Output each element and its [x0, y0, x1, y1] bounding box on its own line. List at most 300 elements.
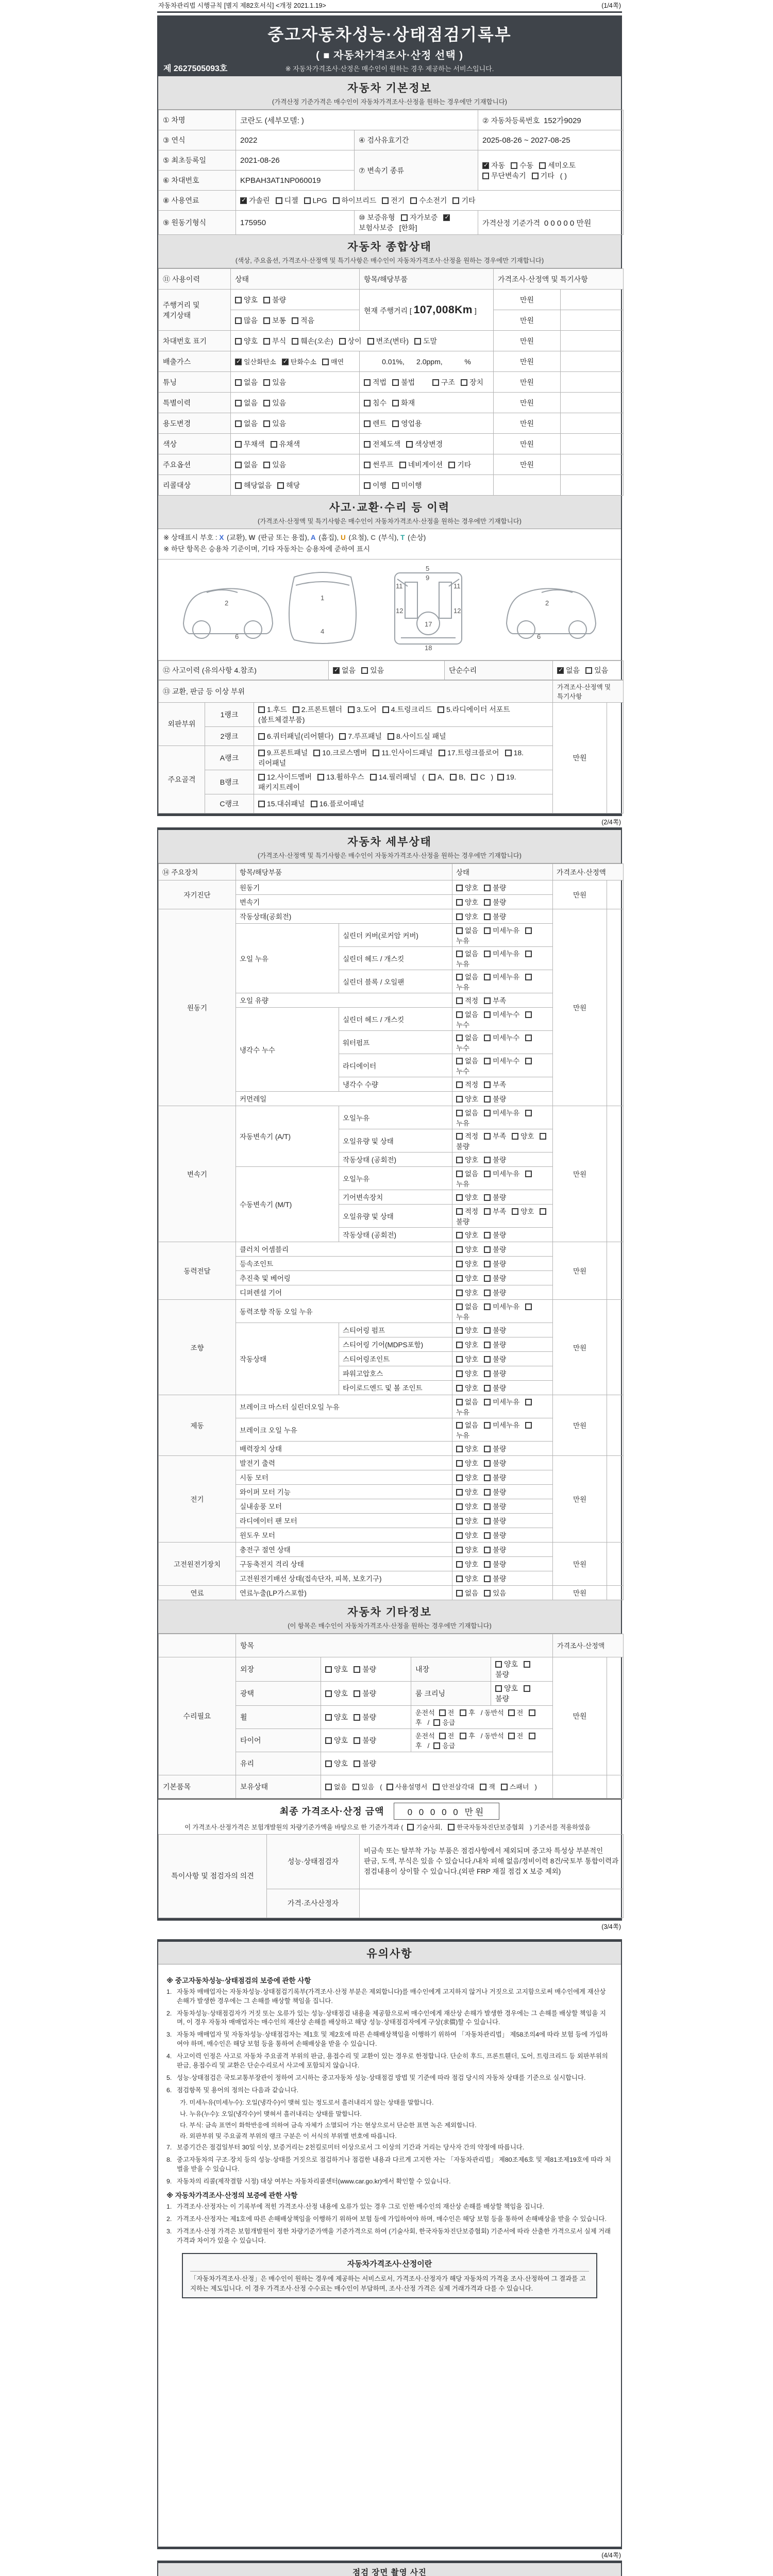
checkbox-icon[interactable] — [484, 1327, 491, 1334]
option-label: 누수 — [456, 1067, 470, 1075]
final-price-bar — [158, 1799, 621, 1834]
checkbox-icon[interactable] — [367, 338, 374, 345]
checkbox-icon[interactable] — [456, 1327, 463, 1334]
checkbox-icon[interactable] — [410, 197, 417, 204]
checkbox-icon[interactable] — [456, 1399, 463, 1405]
checkbox-icon[interactable] — [339, 338, 346, 345]
option-label: 없음 — [465, 1057, 479, 1065]
checkbox-icon[interactable] — [456, 1035, 463, 1041]
checkbox-icon[interactable] — [484, 1342, 491, 1348]
notice-item-text: 자동차의 리콜(제작결함 시정) 대상 여부는 자동차리콜센터(www.car.go.kr)에서 확인할 수 있습니다. — [177, 2178, 451, 2185]
checkbox-icon[interactable] — [354, 1714, 360, 1721]
checkbox-icon[interactable] — [386, 1784, 393, 1790]
state-options — [452, 1484, 553, 1499]
notice-item — [166, 2009, 613, 2028]
checkbox-icon[interactable] — [401, 214, 408, 221]
checkbox-icon[interactable] — [484, 1246, 491, 1253]
checkbox-icon[interactable] — [392, 482, 399, 489]
column-header: ⑭ 주요장치 — [159, 863, 236, 880]
checkbox-icon[interactable] — [471, 774, 478, 781]
checkbox-icon[interactable] — [456, 913, 463, 920]
checkbox-icon[interactable] — [484, 1446, 491, 1452]
appraiser-role-label: 가격·조사산정자 — [267, 1889, 360, 1918]
checkbox-icon[interactable] — [456, 1532, 463, 1539]
checkbox-icon[interactable] — [461, 379, 467, 386]
option-label: 양호 — [465, 1575, 479, 1583]
simple-repair-options — [553, 660, 624, 680]
checkbox-icon[interactable] — [348, 706, 355, 713]
option-label: 변조(변타) — [376, 336, 409, 345]
option-label: 양호 — [465, 1095, 479, 1104]
checkbox-icon[interactable] — [277, 482, 284, 489]
checkbox-icon[interactable] — [557, 667, 564, 674]
checkbox-icon[interactable] — [456, 951, 463, 957]
checkbox-icon[interactable] — [322, 359, 329, 365]
option-label: 양호 — [465, 1503, 479, 1511]
checkbox-icon[interactable] — [484, 1460, 491, 1467]
option-label: 불량 — [456, 1142, 470, 1150]
checkbox-icon[interactable] — [235, 482, 242, 489]
option-label: 있음 — [272, 378, 287, 386]
state-options — [452, 1542, 553, 1556]
checkbox-icon[interactable] — [373, 750, 379, 756]
checkbox-icon[interactable] — [460, 1709, 466, 1716]
checkbox-icon[interactable] — [484, 1157, 491, 1163]
checkbox-icon[interactable] — [456, 1261, 463, 1267]
notice-sub-item: 라. 외판부위 및 주요골격 부위의 랭크 구분은 이 서식의 부위별 번호에 따릅니다. — [180, 2132, 397, 2140]
price-appraisal-definition-box — [182, 2253, 597, 2298]
checkbox-icon[interactable] — [439, 1733, 446, 1739]
checkbox-icon[interactable] — [354, 1666, 360, 1673]
checkbox-icon[interactable] — [484, 1035, 491, 1041]
checkbox-icon[interactable] — [484, 1547, 491, 1553]
option-label: 9.프론트패널 — [267, 748, 308, 757]
checkbox-icon[interactable] — [456, 1422, 463, 1429]
notice-item-number: 2. — [166, 2215, 172, 2223]
checkbox-icon[interactable] — [235, 420, 242, 427]
item-label: 와이퍼 모터 기능 — [236, 1484, 452, 1499]
checkbox-icon[interactable] — [235, 338, 242, 345]
checkbox-icon[interactable] — [456, 1370, 463, 1377]
checkbox-icon[interactable] — [313, 750, 320, 756]
checkbox-icon[interactable] — [508, 1733, 515, 1739]
option-label: 화재 — [401, 398, 415, 407]
checkbox-icon[interactable] — [325, 1714, 332, 1721]
checkbox-icon[interactable] — [484, 1399, 491, 1405]
checkbox-icon[interactable] — [304, 197, 311, 204]
device-group-label: 고전원전기장치 — [159, 1542, 236, 1585]
option-label: 없음 — [465, 1302, 479, 1311]
checkbox-icon[interactable] — [484, 1081, 491, 1088]
basic-items-options — [321, 1775, 553, 1798]
notice-item — [166, 2074, 613, 2083]
option-label: 누유 — [456, 983, 470, 991]
checkbox-icon[interactable] — [333, 667, 340, 674]
checkbox-icon[interactable] — [456, 1275, 463, 1282]
checkbox-icon[interactable] — [456, 1194, 463, 1201]
odometer-cell — [360, 290, 494, 331]
checkbox-icon[interactable] — [484, 1385, 491, 1392]
option-label: 누유 — [456, 1180, 470, 1188]
checkbox-icon[interactable] — [263, 317, 270, 324]
checkbox-icon[interactable] — [484, 1503, 491, 1510]
checkbox-icon[interactable] — [235, 462, 242, 468]
state-options — [452, 1585, 553, 1600]
checkbox-icon[interactable] — [484, 1532, 491, 1539]
checkbox-icon[interactable] — [525, 1171, 532, 1177]
checkbox-icon[interactable] — [258, 733, 265, 740]
checkbox-icon[interactable] — [456, 927, 463, 934]
option-label: 불량 — [493, 1370, 507, 1378]
checkbox-icon[interactable] — [354, 1760, 360, 1767]
checkbox-icon[interactable] — [484, 1194, 491, 1201]
checkbox-icon[interactable] — [235, 400, 242, 406]
checkbox-icon[interactable] — [484, 1590, 491, 1597]
price-cell: 만원 — [494, 434, 561, 454]
checkbox-icon[interactable] — [456, 1096, 463, 1103]
checkbox-icon[interactable] — [339, 733, 346, 740]
checkbox-icon[interactable] — [456, 1011, 463, 1018]
checkbox-icon[interactable] — [263, 462, 270, 468]
checkbox-icon[interactable] — [364, 400, 371, 406]
checkbox-icon[interactable] — [484, 1290, 491, 1296]
state-options — [452, 970, 553, 993]
checkbox-icon[interactable] — [529, 1733, 535, 1739]
checkbox-icon[interactable] — [433, 1719, 440, 1726]
checkbox-icon[interactable] — [354, 1690, 360, 1697]
checkbox-icon[interactable] — [484, 1261, 491, 1267]
option-label: 전체도색 — [373, 439, 401, 448]
odometer-suffix: ] — [474, 306, 477, 315]
checkbox-icon[interactable] — [325, 1760, 332, 1767]
legend-note: ※ 하단 항목은 승용차 기준이며, 기타 자동차는 승용차에 준하여 표시 — [163, 545, 370, 553]
checkbox-icon[interactable] — [325, 1784, 332, 1790]
checkbox-icon[interactable] — [456, 899, 463, 906]
price-cell: 만원 — [553, 1299, 607, 1395]
checkbox-icon[interactable] — [406, 441, 413, 448]
checkbox-icon[interactable] — [484, 1011, 491, 1018]
checkbox-icon[interactable] — [484, 1133, 491, 1140]
checkbox-icon[interactable] — [433, 1742, 440, 1749]
checkbox-icon[interactable] — [456, 885, 463, 891]
checkbox-icon[interactable] — [484, 1575, 491, 1582]
checkbox-icon[interactable] — [456, 1446, 463, 1452]
checkbox-icon[interactable] — [258, 774, 265, 781]
checkbox-icon[interactable] — [525, 1058, 532, 1064]
final-price-note — [163, 1822, 616, 1832]
checkbox-icon[interactable] — [276, 197, 282, 204]
checkbox-icon[interactable] — [482, 162, 489, 169]
checkbox-icon[interactable] — [484, 1370, 491, 1377]
checkbox-icon[interactable] — [540, 1133, 546, 1140]
checkbox-icon[interactable] — [235, 379, 242, 386]
option-label: 양호 — [465, 1275, 479, 1283]
price-cell: 만원 — [553, 1242, 607, 1299]
checkbox-icon[interactable] — [263, 420, 270, 427]
plate-number: 152가9029 — [543, 116, 581, 125]
checkbox-icon[interactable] — [456, 1590, 463, 1597]
checkbox-icon[interactable] — [525, 1399, 532, 1405]
checkbox-icon[interactable] — [456, 1246, 463, 1253]
checkbox-icon[interactable] — [484, 1058, 491, 1064]
checkbox-icon[interactable] — [429, 774, 435, 781]
checkbox-icon[interactable] — [484, 1561, 491, 1568]
checkbox-icon[interactable] — [258, 706, 265, 713]
checkbox-icon[interactable] — [382, 706, 389, 713]
plate-cell — [478, 110, 624, 130]
option-label: 미이행 — [401, 481, 422, 489]
checkbox-icon[interactable] — [240, 197, 247, 204]
svg-text:11: 11 — [396, 582, 403, 590]
checkbox-icon[interactable] — [525, 1035, 532, 1041]
option-label: 양호 — [465, 899, 479, 907]
checkbox-icon[interactable] — [456, 1342, 463, 1348]
checkbox-icon[interactable] — [456, 1475, 463, 1481]
checkbox-icon[interactable] — [539, 162, 546, 169]
checkbox-icon[interactable] — [532, 173, 539, 179]
checkbox-icon[interactable] — [497, 774, 504, 781]
checkbox-icon[interactable] — [525, 1011, 532, 1018]
sub-item-label: 파워고압호스 — [339, 1366, 452, 1380]
rank-label: A랭크 — [205, 745, 254, 770]
state-options — [452, 909, 553, 923]
emission-values: 0.01%, 2.0ppm, % — [360, 351, 494, 372]
checkbox-icon[interactable] — [439, 750, 445, 756]
column-header: 상태 — [231, 269, 360, 290]
checkbox-icon[interactable] — [540, 1208, 546, 1215]
field-label: ⑥ 차대번호 — [159, 171, 236, 191]
checkbox-icon[interactable] — [456, 1503, 463, 1510]
checkbox-icon[interactable] — [414, 338, 421, 345]
checkbox-icon[interactable] — [456, 1385, 463, 1392]
section-detail-state — [158, 830, 621, 863]
checkbox-icon[interactable] — [432, 379, 439, 386]
checkbox-icon[interactable] — [456, 1561, 463, 1568]
option-label: 불량 — [362, 1736, 377, 1744]
checkbox-icon[interactable] — [292, 338, 298, 345]
checkbox-icon[interactable] — [495, 1685, 502, 1692]
checkbox-icon[interactable] — [407, 1824, 414, 1831]
section-title: 자동차 기본정보 — [347, 82, 432, 94]
checkbox-icon[interactable] — [585, 667, 592, 674]
room-cleaning-options — [491, 1681, 553, 1705]
checkbox-icon[interactable] — [456, 1460, 463, 1467]
checkbox-icon[interactable] — [484, 1110, 491, 1116]
checkbox-icon[interactable] — [388, 733, 394, 740]
checkbox-icon[interactable] — [325, 1690, 332, 1697]
checkbox-icon[interactable] — [235, 441, 242, 448]
svg-text:12: 12 — [453, 606, 461, 615]
checkbox-icon[interactable] — [382, 197, 389, 204]
checkbox-icon[interactable] — [484, 951, 491, 957]
checkbox-icon[interactable] — [392, 379, 399, 386]
checkbox-icon[interactable] — [484, 1208, 491, 1215]
checkbox-icon[interactable] — [263, 297, 270, 303]
checkbox-icon[interactable] — [524, 1661, 530, 1668]
checkbox-icon[interactable] — [448, 462, 455, 468]
checkbox-icon[interactable] — [484, 1489, 491, 1496]
checkbox-icon[interactable] — [364, 462, 371, 468]
checkbox-icon[interactable] — [325, 1737, 332, 1744]
checkbox-icon[interactable] — [293, 706, 299, 713]
checkbox-icon[interactable] — [484, 1303, 491, 1310]
checkbox-icon[interactable] — [263, 338, 270, 345]
checkbox-icon[interactable] — [484, 997, 491, 1004]
checkbox-icon[interactable] — [525, 951, 532, 957]
checkbox-icon[interactable] — [448, 1824, 455, 1831]
remark-cell — [561, 331, 624, 351]
checkbox-icon[interactable] — [484, 899, 491, 906]
checkbox-icon[interactable] — [460, 1733, 466, 1739]
checkbox-icon[interactable] — [456, 1081, 463, 1088]
checkbox-icon[interactable] — [501, 1784, 508, 1790]
item-label: 시동 모터 — [236, 1470, 452, 1484]
option-label: 3.도어 — [357, 705, 377, 714]
detail-row — [159, 909, 624, 923]
checkbox-icon[interactable] — [235, 297, 242, 303]
column-header: 가격조사·산정액 — [553, 1634, 624, 1657]
checkbox-icon[interactable] — [456, 1356, 463, 1363]
row-label: 단순수리 — [445, 660, 553, 680]
checkbox-icon[interactable] — [456, 974, 463, 980]
checkbox-icon[interactable] — [452, 197, 459, 204]
checkbox-icon[interactable] — [311, 801, 317, 807]
checkbox-icon[interactable] — [263, 400, 270, 406]
column-header: 항목/해당부품 — [236, 863, 452, 880]
checkbox-icon[interactable] — [456, 1110, 463, 1116]
checkbox-icon[interactable] — [484, 1356, 491, 1363]
checkbox-icon[interactable] — [443, 214, 450, 221]
checkbox-icon[interactable] — [495, 1661, 502, 1668]
checkbox-icon[interactable] — [512, 1133, 518, 1140]
checkbox-icon[interactable] — [433, 1784, 440, 1790]
checkbox-icon[interactable] — [364, 441, 371, 448]
checkbox-icon[interactable] — [361, 667, 368, 674]
checkbox-icon[interactable] — [456, 1058, 463, 1064]
checkbox-icon[interactable] — [352, 1784, 359, 1790]
option-text: 이 가격조사·산정가격은 보험개발원의 차량기준가액을 바탕으로 한 기준가격과 ( — [184, 1823, 404, 1831]
checkbox-icon[interactable] — [525, 1422, 532, 1429]
option-label: 탄화수소 — [290, 358, 317, 366]
checkbox-icon[interactable] — [484, 1518, 491, 1524]
checkbox-icon[interactable] — [333, 197, 340, 204]
checkbox-icon[interactable] — [258, 801, 265, 807]
option-label: 미세누유 — [493, 1170, 520, 1178]
checkbox-icon[interactable] — [263, 379, 270, 386]
checkbox-icon[interactable] — [505, 750, 512, 756]
checkbox-icon[interactable] — [484, 927, 491, 934]
checkbox-icon[interactable] — [364, 482, 371, 489]
checkbox-icon[interactable] — [456, 1575, 463, 1582]
checkbox-icon[interactable] — [525, 1303, 532, 1310]
detail-row — [159, 1106, 624, 1129]
field-label: 가격산정 기준가격 — [482, 218, 541, 227]
checkbox-icon[interactable] — [456, 1518, 463, 1524]
checkbox-icon[interactable] — [529, 1709, 535, 1716]
checkbox-icon[interactable] — [392, 400, 399, 406]
checkbox-icon[interactable] — [484, 885, 491, 891]
remark-cell — [607, 1106, 624, 1242]
option-label: 적정 — [465, 1081, 479, 1089]
checkbox-icon[interactable] — [456, 1547, 463, 1553]
checkbox-icon[interactable] — [235, 317, 242, 324]
remark-cell — [607, 909, 624, 1106]
checkbox-icon[interactable] — [392, 420, 399, 427]
checkbox-icon[interactable] — [456, 1157, 463, 1163]
item-label: 연료누출(LP가스포함) — [236, 1585, 452, 1600]
checkbox-icon[interactable] — [484, 1232, 491, 1239]
checkbox-icon[interactable] — [484, 1422, 491, 1429]
option-label: 기타 — [540, 171, 554, 180]
checkbox-icon[interactable] — [484, 1096, 491, 1103]
checkbox-icon[interactable] — [511, 162, 517, 169]
checkbox-icon[interactable] — [484, 1275, 491, 1282]
checkbox-icon[interactable] — [271, 441, 277, 448]
checkbox-icon[interactable] — [525, 1110, 532, 1116]
checkbox-icon[interactable] — [484, 1171, 491, 1177]
option-label: 양호 — [465, 1370, 479, 1378]
checkbox-icon[interactable] — [235, 359, 242, 365]
top-rule — [157, 11, 622, 13]
checkbox-icon[interactable] — [484, 974, 491, 980]
checkbox-icon[interactable] — [370, 774, 377, 781]
checkbox-icon[interactable] — [292, 317, 298, 324]
checkbox-icon[interactable] — [480, 1784, 486, 1790]
state-options — [452, 1227, 553, 1242]
option-label: LPG — [312, 196, 327, 205]
checkbox-icon[interactable] — [484, 1475, 491, 1481]
checkbox-icon[interactable] — [258, 750, 265, 756]
option-label: C — [480, 772, 485, 781]
checkbox-icon[interactable] — [317, 774, 324, 781]
row-label: 주요옵션 — [159, 454, 231, 475]
option-label: 디젤 — [284, 196, 298, 205]
checkbox-icon[interactable] — [524, 1685, 530, 1692]
checkbox-icon[interactable] — [456, 1303, 463, 1310]
column-header: ⑪ 사용이력 — [159, 269, 231, 290]
checkbox-icon[interactable] — [450, 774, 457, 781]
checkbox-icon[interactable] — [354, 1737, 360, 1744]
checkbox-icon[interactable] — [399, 462, 406, 468]
checkbox-icon[interactable] — [364, 420, 371, 427]
checkbox-icon[interactable] — [325, 1666, 332, 1673]
checkbox-icon[interactable] — [456, 1290, 463, 1296]
checkbox-icon[interactable] — [508, 1709, 515, 1716]
panel-page1 — [157, 76, 622, 816]
checkbox-icon[interactable] — [525, 927, 532, 934]
definition-box-title: 자동차가격조사·산정이란 — [190, 2258, 589, 2272]
rankB-parts — [254, 770, 553, 794]
checkbox-icon[interactable] — [438, 706, 444, 713]
damage-code-symbol: C — [368, 534, 376, 541]
option-label: 불량 — [493, 884, 507, 892]
checkbox-icon[interactable] — [512, 1208, 518, 1215]
checkbox-icon[interactable] — [456, 1133, 463, 1140]
option-label: 양호 — [465, 1445, 479, 1453]
checkbox-icon[interactable] — [282, 359, 289, 365]
checkbox-icon[interactable] — [456, 1208, 463, 1215]
checkbox-icon[interactable] — [364, 379, 371, 386]
checkbox-icon[interactable] — [456, 1232, 463, 1239]
checkbox-icon[interactable] — [439, 1709, 446, 1716]
page-marker-3: (3/4쪽) — [601, 1923, 621, 1930]
checkbox-icon[interactable] — [484, 913, 491, 920]
checkbox-icon[interactable] — [456, 1171, 463, 1177]
checkbox-icon[interactable] — [525, 974, 532, 980]
checkbox-icon[interactable] — [482, 173, 489, 179]
checkbox-icon[interactable] — [456, 997, 463, 1004]
checkbox-icon[interactable] — [456, 1489, 463, 1496]
